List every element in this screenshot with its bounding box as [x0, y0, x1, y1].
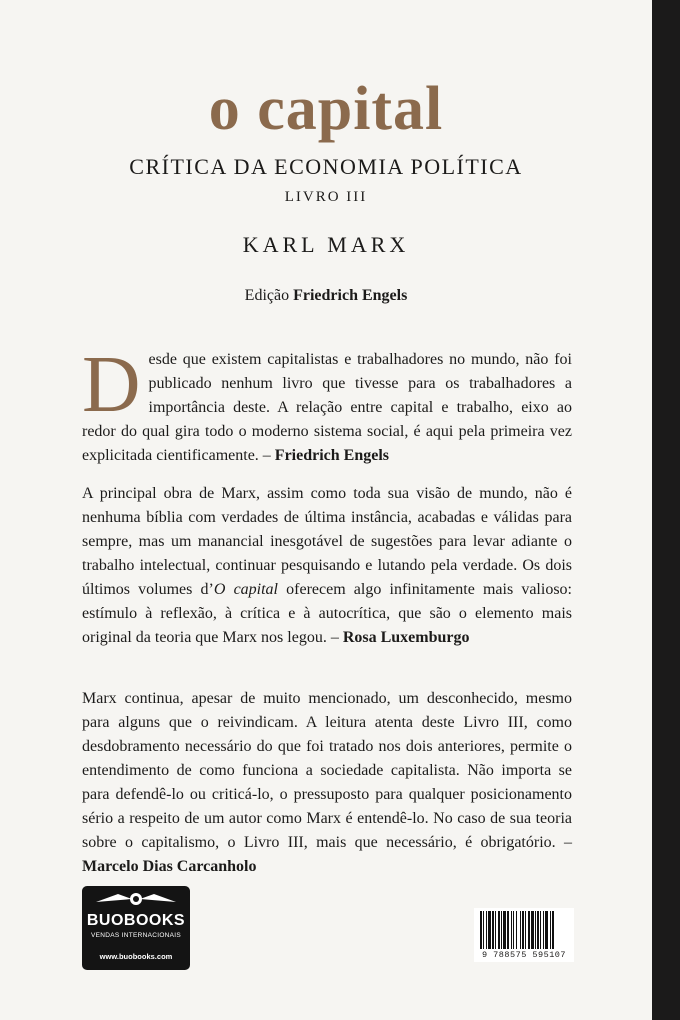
book-spine-edge	[652, 0, 680, 1020]
barcode-bar	[492, 911, 494, 949]
drop-cap: D	[82, 339, 141, 429]
isbn-barcode	[474, 908, 574, 962]
quote-text: esde que existem capitalistas e trabalhadores no mundo, não foi publicado nenhum livro que tivesse para os trabalhadores a importância deste. A relação entre capital e trabalho, eixo ao redor do qual gira todo o moderno sistema social, é aqui pela primeira vez explicitada cientificamente. –	[82, 351, 572, 464]
edition-line	[0, 287, 652, 305]
edition-editor: Friedrich Engels	[293, 287, 408, 304]
barcode-bar	[511, 911, 512, 949]
barcode-bar	[513, 911, 514, 949]
barcode-bar	[552, 911, 554, 949]
book-subtitle: CRÍTICA DA ECONOMIA POLÍTICA	[129, 154, 523, 179]
quote-carcanholo	[82, 687, 572, 879]
barcode-bar	[550, 911, 551, 949]
author-name: KARL MARX	[242, 232, 410, 257]
barcode-bar	[535, 911, 536, 949]
barcode-bar	[531, 911, 534, 949]
barcode-bar	[537, 911, 539, 949]
publisher-tagline: VENDAS INTERNACIONAIS	[90, 932, 182, 939]
publisher-logo	[82, 886, 190, 970]
edition-prefix: Edição	[244, 287, 290, 304]
isbn-number: 9 788575 595107	[481, 950, 566, 960]
barcode-bar	[540, 911, 541, 949]
barcode-bar	[495, 911, 496, 949]
quote-attribution: Friedrich Engels	[274, 447, 390, 464]
barcode-bar	[486, 911, 487, 949]
barcode-bar	[543, 911, 544, 949]
barcode-bars	[480, 911, 568, 949]
quote-text: oferecem algo infinitamente mais valioso: estímulo à reflexão, à crítica e à autocrítica, que são o elemento mais original da teoria que Marx nos legou. –	[82, 581, 572, 646]
quote-engels	[82, 339, 572, 468]
barcode-bar	[520, 911, 521, 949]
barcode-bar	[501, 911, 502, 949]
quote-attribution: Marcelo Dias Carcanholo	[82, 858, 257, 875]
book-title: o capital	[208, 75, 444, 143]
quote-text: Marx continua, apesar de muito mencionado, um desconhecido, mesmo para alguns que o reivindicam. A leitura atenta deste Livro III, como desdobramento necessário do que foi tratado nos dois anteriores, permite o entendimento de como funciona a sociedade capitalista. Não importa se para defendê-lo ou criticá-lo, o pressuposto para qualquer posicionamento sério a respeito de um autor como Marx é entendê-lo. No caso de sua teoria sobre o capitalismo, o Livro III, mais que necessário, é obrigatório. –	[82, 690, 572, 851]
publisher-name: BUOBOOKS	[86, 912, 186, 929]
barcode-bar	[545, 911, 548, 949]
quote-text: A principal obra de Marx, assim como toda sua visão de mundo, não é nenhuma bíblia com verdades de última instância, acabadas e válidas para sempre, mas um manancial inesgotável de sugestões para levar adiante o trabalho intelectual, continuar pesquisando e lutando pela verdade. Os dois últimos volumes d’	[82, 485, 572, 598]
barcode-bar	[483, 911, 484, 949]
publisher-url: www.buobooks.com	[99, 952, 173, 961]
quote-attribution: Rosa Luxemburgo	[342, 629, 470, 646]
quote-italic-title: O capital	[213, 581, 278, 598]
owl-emblem-icon	[82, 890, 190, 906]
barcode-bar	[522, 911, 524, 949]
barcode-bar	[503, 911, 506, 949]
quote-luxemburgo	[82, 482, 572, 650]
volume-label: LIVRO III	[284, 189, 368, 205]
barcode-bar	[516, 911, 517, 949]
barcode-bar	[525, 911, 526, 949]
barcode-bar	[480, 911, 482, 949]
barcode-bar	[507, 911, 509, 949]
barcode-bar	[488, 911, 491, 949]
barcode-bar	[498, 911, 500, 949]
barcode-bar	[528, 911, 530, 949]
